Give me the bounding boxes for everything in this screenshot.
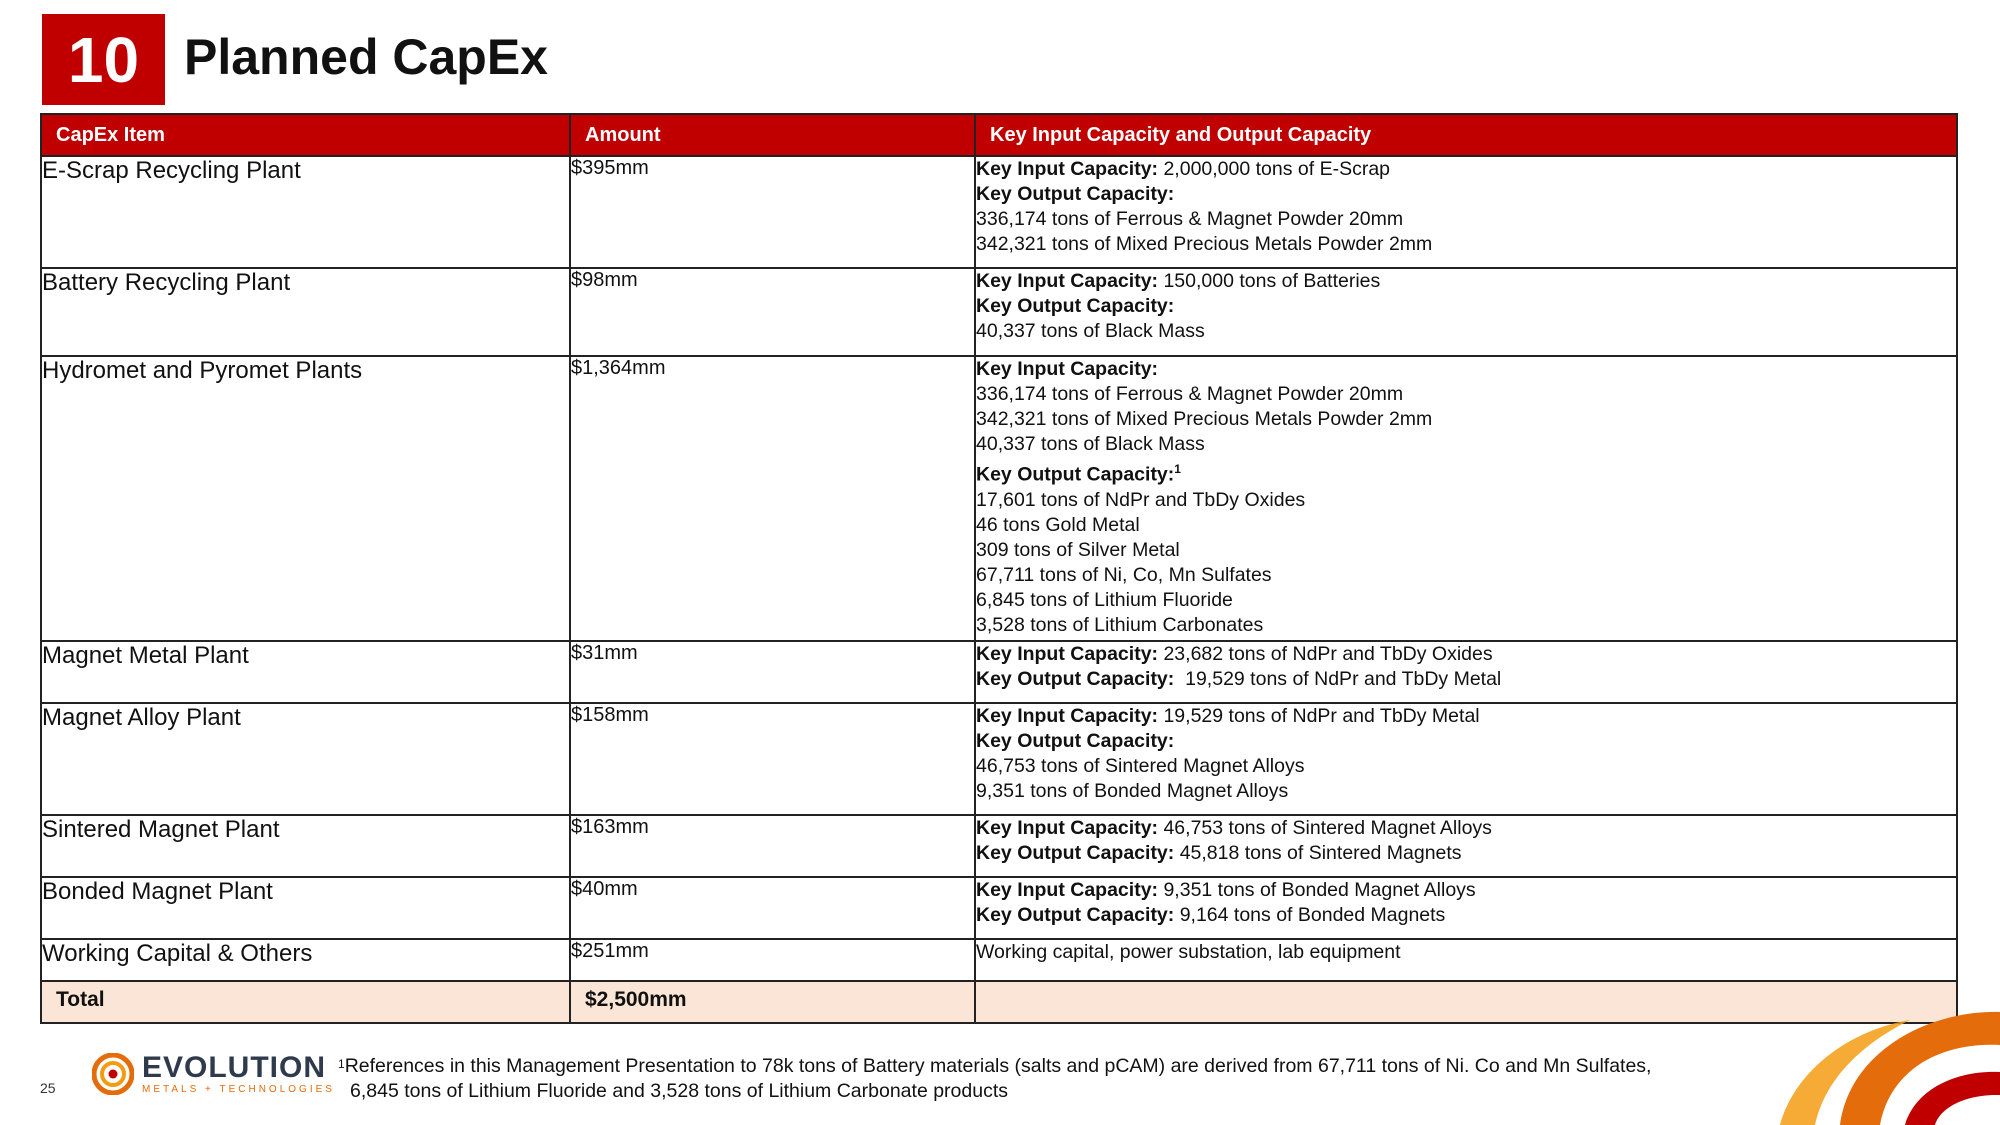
amount-cell: $1,364mm [570,356,975,641]
capex-item-cell: Working Capital & Others [41,939,570,981]
page-number: 25 [40,1080,56,1096]
capacity-line: 9,351 tons of Bonded Magnet Alloys [976,780,1289,802]
capacity-line: 342,321 tons of Mixed Precious Metals Powder 2mm [976,408,1433,430]
footnote-number: 1 [338,1057,345,1071]
capacity-line: 17,601 tons of NdPr and TbDy Oxides [976,488,1306,511]
table-row [41,703,1957,815]
decorative-swoosh-icon [1780,990,2000,1125]
amount-cell: $163mm [570,815,975,877]
capex-item-cell: Magnet Alloy Plant [41,703,570,815]
capacity-line: 309 tons of Silver Metal [976,538,1180,561]
logo-sub-text: METALS + TECHNOLOGIES [142,1084,335,1095]
capacity-cell [975,703,1957,815]
footnote-line-1: References in this Management Presentation to 78k tons of Battery materials (salts and pCAM) are derived from 67,711 tons of Ni. Co and Mn Sulfates, [344,1055,1652,1077]
capacity-cell [975,268,1957,356]
input-capacity-label: Key Input Capacity: [976,270,1159,292]
page-title: Planned CapEx [184,29,548,85]
footnote-marker: 1 [1174,462,1181,476]
table-row [41,939,1957,981]
output-capacity-label: Key Output Capacity: [976,904,1175,926]
capex-item-cell: Battery Recycling Plant [41,268,570,356]
total-row [41,981,1957,1023]
amount-cell: $40mm [570,877,975,939]
capex-item-cell: Bonded Magnet Plant [41,877,570,939]
capex-table [40,113,1958,1024]
amount-cell: $31mm [570,641,975,703]
capacity-cell [975,877,1957,939]
table-row [41,156,1957,268]
amount-cell: $395mm [570,156,975,268]
amount-cell: $158mm [570,703,975,815]
header-capacity: Key Input Capacity and Output Capacity [975,114,1957,156]
header-capex-item: CapEx Item [41,114,570,156]
amount-cell: $251mm [570,939,975,981]
capex-item-cell: Sintered Magnet Plant [41,815,570,877]
output-capacity-label: Key Output Capacity: [976,842,1175,864]
header-amount: Amount [570,114,975,156]
input-capacity-label: Key Input Capacity: [976,643,1159,665]
capacity-line: 3,528 tons of Lithium Carbonates [976,613,1264,636]
output-capacity-label: Key Output Capacity: [976,183,1175,205]
capacity-line: 46 tons Gold Metal [976,513,1140,536]
capacity-cell [975,939,1957,981]
input-capacity-label: Key Input Capacity: [976,705,1159,727]
table-header-row [41,114,1957,156]
table-row [41,356,1957,641]
output-capacity-label: Key Output Capacity: [976,730,1175,752]
capacity-line: 40,337 tons of Black Mass [976,320,1205,342]
input-capacity-value: 19,529 tons of NdPr and TbDy Metal [1158,705,1480,727]
output-capacity-value: 45,818 tons of Sintered Magnets [1174,842,1462,864]
input-capacity-label: Key Input Capacity: [976,358,1159,380]
footnote [338,1054,1651,1104]
company-logo [92,1053,335,1095]
input-capacity-value: 23,682 tons of NdPr and TbDy Oxides [1158,643,1493,665]
input-capacity-label: Key Input Capacity: [976,879,1159,901]
capacity-line: 40,337 tons of Black Mass [976,433,1205,455]
capacity-cell [975,156,1957,268]
output-capacity-value: 19,529 tons of NdPr and TbDy Metal [1174,668,1502,690]
capacity-line: 336,174 tons of Ferrous & Magnet Powder 20mm [976,383,1404,405]
input-capacity-label: Key Input Capacity: [976,158,1159,180]
total-amount: $2,500mm [570,981,975,1023]
logo-mark-icon [92,1053,134,1095]
capacity-line: 6,845 tons of Lithium Fluoride [976,588,1233,611]
input-capacity-label: Key Input Capacity: [976,817,1159,839]
capacity-cell [975,641,1957,703]
capex-item-cell: Hydromet and Pyromet Plants [41,356,570,641]
table-row [41,815,1957,877]
output-capacity-label: Key Output Capacity: [976,463,1175,486]
footnote-line-2: 6,845 tons of Lithium Fluoride and 3,528 tons of Lithium Carbonate products [350,1080,1008,1102]
capacity-cell [975,815,1957,877]
total-label: Total [41,981,570,1023]
table-row [41,877,1957,939]
capacity-line: 67,711 tons of Ni, Co, Mn Sulfates [976,563,1272,586]
amount-cell: $98mm [570,268,975,356]
input-capacity-value: 2,000,000 tons of E-Scrap [1158,158,1391,180]
capex-item-cell: Magnet Metal Plant [41,641,570,703]
logo-main-text: EVOLUTION [142,1051,327,1084]
output-capacity-label: Key Output Capacity: [976,668,1175,690]
section-number-badge: 10 [42,14,165,105]
input-capacity-value: 46,753 tons of Sintered Magnet Alloys [1158,817,1492,839]
output-capacity-label: Key Output Capacity: [976,295,1175,317]
capacity-line: 46,753 tons of Sintered Magnet Alloys [976,755,1305,777]
input-capacity-value: 150,000 tons of Batteries [1158,270,1381,292]
table-row [41,641,1957,703]
input-capacity-value: 9,351 tons of Bonded Magnet Alloys [1158,879,1476,901]
capex-item-cell: E-Scrap Recycling Plant [41,156,570,268]
capacity-line: Working capital, power substation, lab equipment [976,941,1401,963]
output-capacity-value: 9,164 tons of Bonded Magnets [1174,904,1446,926]
capacity-line: 336,174 tons of Ferrous & Magnet Powder 20mm [976,208,1404,230]
capacity-line: 342,321 tons of Mixed Precious Metals Powder 2mm [976,233,1433,255]
capacity-cell [975,356,1957,641]
table-row [41,268,1957,356]
